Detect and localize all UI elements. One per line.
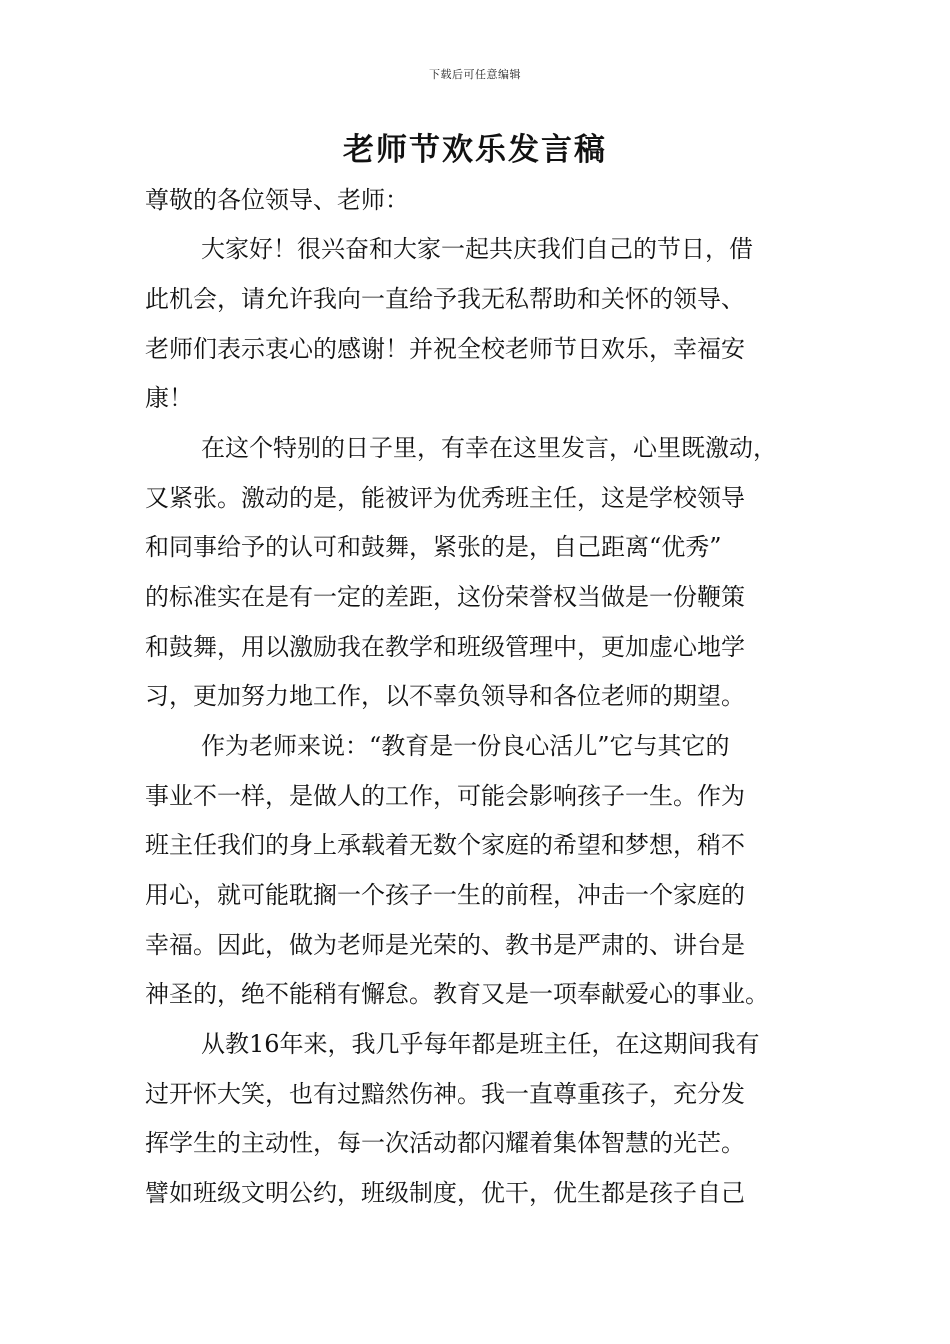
- paragraph-line: 和鼓舞，用以激励我在教学和班级管理中，更加虚心地学: [145, 633, 745, 661]
- paragraph-line: 过开怀大笑，也有过黯然伤神。我一直尊重孩子，充分发: [145, 1080, 745, 1108]
- paragraph-line: 老师们表示衷心的感谢！并祝全校老师节日欢乐，幸福安: [145, 335, 745, 363]
- header-note: 下载后可任意编辑: [429, 68, 521, 81]
- paragraph-line: 事业不一样，是做人的工作，可能会影响孩子一生。作为: [145, 782, 745, 810]
- paragraph-line: 大家好！很兴奋和大家一起共庆我们自己的节日，借: [201, 235, 753, 263]
- paragraph-line: 康！: [145, 384, 193, 412]
- paragraph-line: 神圣的，绝不能稍有懈怠。教育又是一项奉献爱心的事业。: [145, 980, 769, 1008]
- paragraph-line: 作为老师来说：“教育是一份良心活儿”它与其它的: [201, 732, 730, 760]
- paragraph-line: 挥学生的主动性，每一次活动都闪耀着集体智慧的光芒。: [145, 1129, 745, 1157]
- paragraph-line: 此机会，请允许我向一直给予我无私帮助和关怀的领导、: [145, 285, 745, 313]
- paragraph-line: 和同事给予的认可和鼓舞，紧张的是，自己距离“优秀”: [145, 533, 722, 561]
- document-title: 老师节欢乐发言稿: [343, 132, 607, 168]
- paragraph-line: 习，更加努力地工作，以不辜负领导和各位老师的期望。: [145, 682, 745, 710]
- paragraph-line: 譬如班级文明公约，班级制度，优干，优生都是孩子自己: [145, 1179, 745, 1207]
- paragraph-line: 用心，就可能耽搁一个孩子一生的前程，冲击一个家庭的: [145, 881, 745, 909]
- paragraph-line: 又紧张。激动的是，能被评为优秀班主任，这是学校领导: [145, 484, 745, 512]
- paragraph-line: 在这个特别的日子里，有幸在这里发言，心里既激动，: [201, 434, 777, 462]
- paragraph-line: 的标准实在是有一定的差距，这份荣誉权当做是一份鞭策: [145, 583, 745, 611]
- paragraph-line: 从教16年来，我几乎每年都是班主任，在这期间我有: [201, 1030, 760, 1058]
- paragraph-line: 幸福。因此，做为老师是光荣的、教书是严肃的、讲台是: [145, 931, 745, 959]
- paragraph-line: 班主任我们的身上承载着无数个家庭的希望和梦想，稍不: [145, 831, 745, 859]
- salutation-line: 尊敬的各位领导、老师：: [145, 186, 409, 214]
